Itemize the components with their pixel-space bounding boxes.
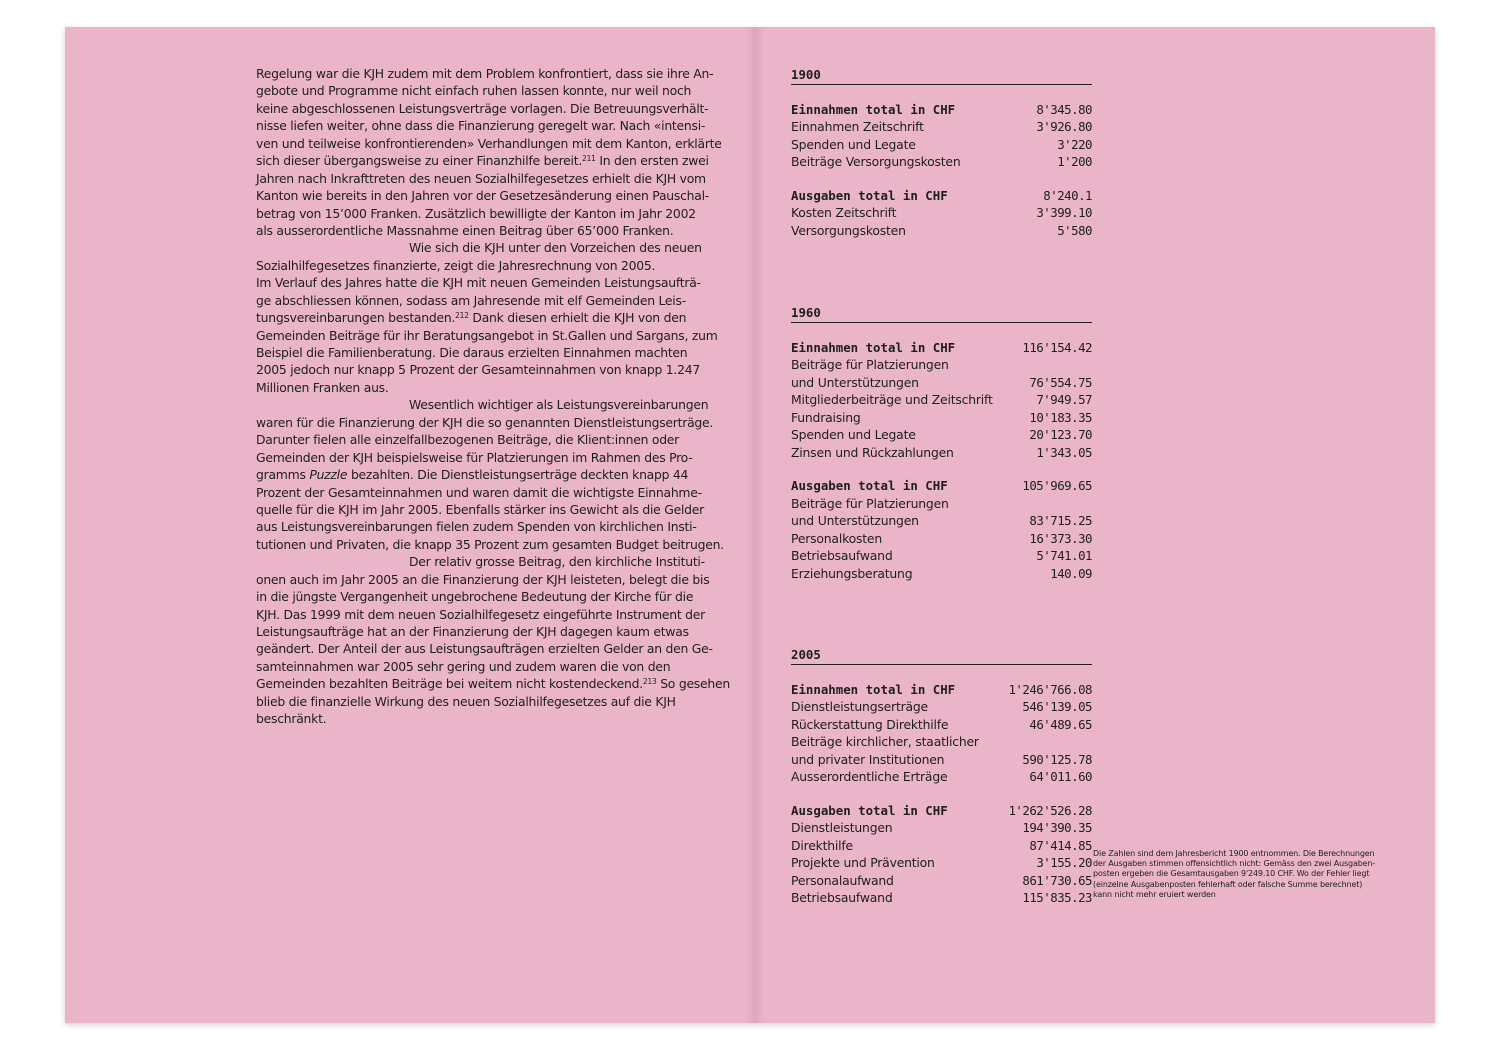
body-line bbox=[256, 501, 714, 518]
row-label: Dienstleistungen bbox=[791, 820, 893, 835]
row-value: 87'414.85 bbox=[1029, 837, 1092, 853]
body-line bbox=[256, 693, 714, 710]
table-row bbox=[791, 391, 1092, 409]
body-line-text: Millionen Franken aus. bbox=[256, 379, 389, 395]
row-label: Personalaufwand bbox=[791, 872, 894, 888]
row-label: Einnahmen Zeitschrift bbox=[791, 119, 924, 134]
body-line-italic: Puzzle bbox=[309, 467, 348, 483]
body-line bbox=[256, 327, 718, 344]
table-total-row bbox=[791, 101, 1092, 119]
body-line-text: nisse liefen weiter, ohne dass die Finanzierung geregelt war. Nach «intensi- bbox=[256, 118, 706, 134]
table-spacer bbox=[791, 786, 1092, 802]
row-label: Beiträge kirchlicher, staatlicher bbox=[791, 734, 979, 749]
body-line bbox=[256, 640, 714, 657]
table-spacer bbox=[791, 171, 1092, 187]
row-value: 861'730.65 bbox=[1022, 872, 1092, 888]
body-line bbox=[256, 65, 714, 82]
body-line-text: In den ersten zwei bbox=[595, 153, 709, 169]
body-line bbox=[256, 466, 714, 483]
row-value: 1'200 bbox=[1057, 154, 1092, 169]
body-line bbox=[256, 100, 714, 117]
body-line bbox=[256, 239, 714, 256]
row-label: Spenden und Legate bbox=[791, 136, 916, 152]
table-row bbox=[791, 733, 1092, 751]
body-line-text: Im Verlauf des Jahres hatte die KJH mit neuen Gemeinden Leistungsaufträ- bbox=[256, 275, 701, 291]
row-label: und Unterstützungen bbox=[791, 374, 919, 390]
table-row bbox=[791, 889, 1092, 907]
body-line-text: geändert. Der Anteil der aus Leistungsaufträgen erzielten Gelder an den Ge- bbox=[256, 641, 713, 657]
body-line-text: in die jüngste Vergangenheit ungebrochene Bedeutung der Kirche für die bbox=[256, 589, 694, 605]
side-footnote bbox=[1093, 849, 1405, 900]
row-value: 194'390.35 bbox=[1022, 820, 1092, 835]
table-year-heading: 1900 bbox=[791, 66, 1092, 85]
body-line bbox=[256, 675, 730, 692]
row-value: 64'011.60 bbox=[1029, 769, 1092, 784]
body-line bbox=[256, 588, 714, 605]
table-row bbox=[791, 204, 1092, 222]
row-value: 10'183.35 bbox=[1029, 409, 1092, 425]
body-line bbox=[256, 606, 714, 623]
body-line bbox=[256, 152, 714, 169]
row-label: Versorgungskosten bbox=[791, 222, 906, 238]
row-value: 1'343.05 bbox=[1036, 444, 1092, 460]
body-line-text: bezahlten. Die Dienstleistungserträge deckten knapp 44 bbox=[347, 467, 689, 483]
row-label: Spenden und Legate bbox=[791, 427, 916, 442]
row-value: 3'220 bbox=[1057, 136, 1092, 152]
row-value: 8'345.80 bbox=[1036, 101, 1092, 117]
row-label: Fundraising bbox=[791, 409, 861, 425]
row-label: Mitgliederbeiträge und Zeitschrift bbox=[791, 392, 993, 407]
row-value: 76'554.75 bbox=[1029, 374, 1092, 390]
body-line bbox=[256, 553, 714, 570]
footnote-line: (einzelne Ausgabenposten fehlerhaft oder falsche Summe berechnet) bbox=[1093, 879, 1363, 889]
table-row bbox=[791, 837, 1092, 855]
table-total-row bbox=[791, 339, 1092, 357]
body-line bbox=[256, 449, 714, 466]
footnote-line: Die Zahlen sind dem Jahresbericht 1900 entnommen. Die Berechnungen bbox=[1093, 849, 1375, 858]
table-row bbox=[791, 444, 1092, 462]
body-line bbox=[256, 135, 722, 152]
body-line-text: Leistungsaufträge hat an der Finanzierung der KJH dagegen kaum etwas bbox=[256, 624, 689, 639]
body-line-text: Jahren nach Inkrafttreten des neuen Sozialhilfegesetzes erhielt die KJH vom bbox=[256, 170, 706, 186]
row-value: 546'139.05 bbox=[1022, 699, 1092, 714]
body-line-text: Kanton wie bereits in den Jahren vor der Gesetzesänderung einen Pauschal- bbox=[256, 188, 710, 204]
body-line-text: aus Leistungsvereinbarungen fielen zudem Spenden von kirchlichen Insti- bbox=[256, 519, 697, 535]
row-value: 20'123.70 bbox=[1029, 427, 1092, 442]
body-line-text: als ausserordentliche Massnahme einen Beitrag über 65’000 Franken. bbox=[256, 222, 674, 238]
footnote-line: kann nicht mehr eruiert werden bbox=[1093, 889, 1216, 899]
table-spacer bbox=[791, 85, 1092, 101]
body-line-text: sich dieser übergangsweise zu einer Finanzhilfe bereit. bbox=[256, 153, 583, 169]
body-line bbox=[256, 187, 714, 204]
row-label: Beiträge für Platzierungen bbox=[791, 495, 949, 511]
body-line bbox=[256, 571, 714, 588]
body-line-text: quelle für die KJH im Jahr 2005. Ebenfalls stärker ins Gewicht als die Gelder bbox=[256, 501, 704, 517]
body-line bbox=[256, 205, 714, 222]
row-label: Erziehungsberatung bbox=[791, 565, 913, 581]
body-line bbox=[256, 309, 714, 326]
left-page-body-text bbox=[256, 65, 730, 728]
footnote-line: der Ausgaben stimmen offensichtlich nicht: Gemäss den zwei Ausgaben- bbox=[1093, 859, 1376, 869]
body-line bbox=[256, 536, 724, 553]
row-value: 83'715.25 bbox=[1029, 513, 1092, 528]
row-label: Ausserordentliche Erträge bbox=[791, 769, 948, 784]
body-line bbox=[256, 379, 714, 396]
body-line-text: Prozent der Gesamteinnahmen und waren damit die wichtigste Einnahme- bbox=[256, 484, 702, 500]
row-label: Dienstleistungserträge bbox=[791, 699, 928, 714]
body-line-text: keine abgeschlossenen Leistungsverträge vorlagen. Die Betreuungsverhält- bbox=[256, 100, 709, 116]
table-row bbox=[791, 495, 1092, 513]
row-value: 1'262'526.28 bbox=[1008, 802, 1092, 818]
row-label: Betriebsaufwand bbox=[791, 890, 893, 905]
table-row bbox=[791, 222, 1092, 240]
body-line bbox=[256, 222, 714, 239]
row-label: Zinsen und Rückzahlungen bbox=[791, 444, 954, 460]
row-label: Ausgaben total in CHF bbox=[791, 187, 948, 203]
footnote-reference: 211 bbox=[582, 154, 596, 164]
body-line bbox=[256, 484, 714, 501]
table-1900 bbox=[791, 66, 1092, 239]
body-line bbox=[256, 396, 714, 413]
body-line-text: waren für die Finanzierung der KJH die so genannten Dienstleistungserträge. bbox=[256, 414, 714, 430]
table-1960 bbox=[791, 304, 1092, 582]
body-line-text: Sozialhilfegesetzes finanzierte, zeigt die Jahresrechnung von 2005. bbox=[256, 257, 656, 273]
body-line-text: onen auch im Jahr 2005 an die Finanzierung der KJH leisteten, belegt die bis bbox=[256, 571, 710, 587]
body-line-text: blieb die finanzielle Wirkung des neuen Sozialhilfegesetzes auf die KJH bbox=[256, 693, 676, 709]
table-row bbox=[791, 751, 1092, 769]
body-line-text: ven und teilweise konfrontierenden» Verhandlungen mit dem Kanton, erklärte bbox=[256, 135, 722, 151]
table-row bbox=[791, 356, 1092, 374]
body-line bbox=[256, 518, 714, 535]
body-line bbox=[256, 414, 714, 431]
table-spacer bbox=[791, 461, 1092, 477]
row-label: Einnahmen total in CHF bbox=[791, 101, 956, 117]
body-line bbox=[256, 431, 714, 448]
body-line-text: gramms bbox=[256, 467, 310, 483]
row-value: 46'489.65 bbox=[1029, 716, 1092, 732]
table-year-heading: 1960 bbox=[791, 304, 1092, 323]
row-label: Personalkosten bbox=[791, 530, 882, 546]
body-line-text: gebote und Programme nicht einfach ruhen lassen konnte, nur weil noch bbox=[256, 83, 692, 99]
row-label: Rückerstattung Direkthilfe bbox=[791, 716, 949, 732]
body-line-text: betrag von 15’000 Franken. Zusätzlich bewilligte der Kanton im Jahr 2002 bbox=[256, 205, 696, 221]
row-label: und Unterstützungen bbox=[791, 513, 919, 528]
body-line bbox=[256, 658, 714, 675]
table-row bbox=[791, 768, 1092, 786]
body-line-text: Dank diesen erhielt die KJH von den bbox=[468, 310, 687, 326]
table-row bbox=[791, 136, 1092, 154]
body-line-text: KJH. Das 1999 mit dem neuen Sozialhilfegesetz eingeführte Instrument der bbox=[256, 606, 706, 622]
row-label: Kosten Zeitschrift bbox=[791, 205, 897, 220]
body-line bbox=[256, 344, 714, 361]
row-value: 116'154.42 bbox=[1022, 339, 1092, 355]
body-line-text: Wesentlich wichtiger als Leistungsvereinbarungen bbox=[409, 397, 709, 413]
row-label: Einnahmen total in CHF bbox=[791, 681, 956, 697]
row-value: 5'580 bbox=[1057, 222, 1092, 238]
body-line-text: samteinnahmen war 2005 sehr gering und zudem waren die von den bbox=[256, 658, 671, 674]
body-line bbox=[256, 274, 714, 291]
body-line bbox=[256, 292, 714, 309]
body-line bbox=[256, 170, 714, 187]
row-value: 140.09 bbox=[1050, 565, 1092, 581]
row-label: Direkthilfe bbox=[791, 837, 853, 853]
body-line-text: tungsvereinbarungen bestanden. bbox=[256, 310, 456, 326]
table-row bbox=[791, 409, 1092, 427]
row-label: Betriebsaufwand bbox=[791, 548, 893, 563]
row-value: 16'373.30 bbox=[1029, 530, 1092, 546]
body-line-text: beschränkt. bbox=[256, 711, 327, 727]
table-total-row bbox=[791, 187, 1092, 205]
row-value: 8'240.1 bbox=[1043, 187, 1092, 203]
body-line-text: ge abschliessen können, sodass am Jahresende mit elf Gemeinden Leis- bbox=[256, 292, 686, 308]
row-label: Beiträge Versorgungskosten bbox=[791, 154, 961, 169]
body-line bbox=[256, 623, 714, 640]
row-label: Einnahmen total in CHF bbox=[791, 339, 956, 355]
row-label: Ausgaben total in CHF bbox=[791, 478, 948, 493]
body-line-text: tutionen und Privaten, die knapp 35 Prozent zum gesamten Budget beitrugen. bbox=[256, 536, 724, 552]
table-row bbox=[791, 153, 1092, 171]
row-value: 590'125.78 bbox=[1022, 751, 1092, 767]
row-label: Ausgaben total in CHF bbox=[791, 802, 948, 818]
book-spread bbox=[65, 27, 1435, 1023]
table-row bbox=[791, 547, 1092, 565]
body-line-text: Darunter fielen alle einzelfallbezogenen Beiträge, die Klient:innen oder bbox=[256, 432, 680, 448]
table-row bbox=[791, 716, 1092, 734]
table-row bbox=[791, 374, 1092, 392]
table-row bbox=[791, 426, 1092, 444]
table-row bbox=[791, 872, 1092, 890]
body-line-text: So gesehen bbox=[656, 676, 730, 692]
row-value: 3'399.10 bbox=[1036, 205, 1092, 220]
row-label: Projekte und Prävention bbox=[791, 855, 935, 870]
body-line-text: Der relativ grosse Beitrag, den kirchliche Instituti- bbox=[409, 554, 705, 570]
row-value: 115'835.23 bbox=[1022, 890, 1092, 905]
body-line-text: 2005 jedoch nur knapp 5 Prozent der Gesamteinnahmen von knapp 1.247 bbox=[256, 362, 701, 378]
row-label: und privater Institutionen bbox=[791, 751, 945, 767]
table-row bbox=[791, 565, 1092, 583]
body-line bbox=[256, 117, 714, 134]
footnote-reference: 212 bbox=[455, 311, 469, 321]
row-value: 3'155.20 bbox=[1036, 855, 1092, 870]
row-value: 3'926.80 bbox=[1036, 119, 1092, 134]
body-line bbox=[256, 82, 714, 99]
row-label: Beiträge für Platzierungen bbox=[791, 357, 949, 372]
table-total-row bbox=[791, 477, 1092, 495]
table-row bbox=[791, 854, 1092, 872]
body-line-text: Gemeinden Beiträge für ihr Beratungsangebot in St.Gallen und Sargans, zum bbox=[256, 327, 718, 343]
table-row bbox=[791, 118, 1092, 136]
body-line bbox=[256, 257, 714, 274]
table-row bbox=[791, 530, 1092, 548]
body-line-text: Regelung war die KJH zudem mit dem Problem konfrontiert, dass sie ihre An- bbox=[256, 66, 714, 81]
body-line-text: Gemeinden der KJH beispielsweise für Platzierungen im Rahmen des Pro- bbox=[256, 449, 693, 465]
row-value: 105'969.65 bbox=[1022, 478, 1092, 493]
table-total-row bbox=[791, 802, 1092, 820]
table-spacer bbox=[791, 323, 1092, 339]
footnote-line: posten ergeben die Gesamtausgaben 9'249.10 CHF. Wo der Fehler liegt bbox=[1093, 869, 1370, 879]
table-row bbox=[791, 512, 1092, 530]
row-value: 1'246'766.08 bbox=[1008, 681, 1092, 697]
table-row bbox=[791, 698, 1092, 716]
footnote-reference: 213 bbox=[642, 677, 657, 687]
body-line bbox=[256, 361, 714, 378]
body-line-text: Gemeinden bezahlten Beiträge bei weitem nicht kostendeckend. bbox=[256, 676, 643, 692]
page-gutter bbox=[745, 27, 765, 1023]
table-spacer bbox=[791, 665, 1092, 681]
table-year-heading: 2005 bbox=[791, 646, 1092, 665]
row-value: 7'949.57 bbox=[1036, 392, 1092, 407]
body-line bbox=[256, 710, 714, 727]
row-value: 5'741.01 bbox=[1036, 548, 1092, 563]
table-total-row bbox=[791, 681, 1092, 699]
table-row bbox=[791, 819, 1092, 837]
body-line-text: Wie sich die KJH unter den Vorzeichen des neuen bbox=[409, 240, 702, 256]
table-2005 bbox=[791, 646, 1092, 907]
body-line-text: Beispiel die Familienberatung. Die daraus erzielten Einnahmen machten bbox=[256, 345, 688, 360]
